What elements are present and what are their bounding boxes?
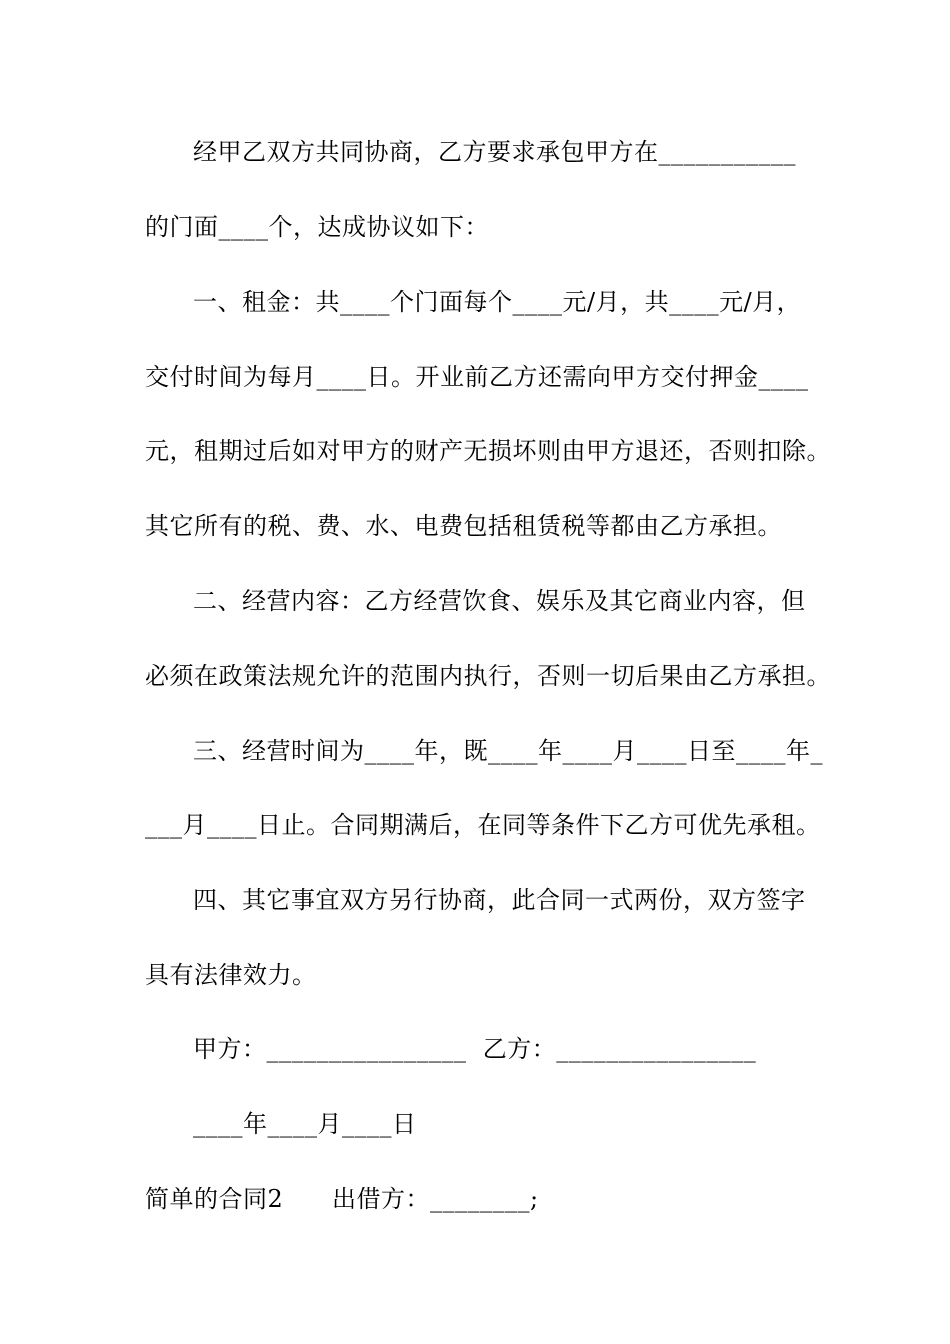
signature-line: 甲方：________________ 乙方：________________ [193, 1035, 757, 1063]
next-contract-heading: 简单的合同2 出借方：________; [145, 1185, 539, 1213]
clause-other-line-2: 具有法律效力。 [145, 961, 317, 989]
clause-business-line-2: 必须在政策法规允许的范围内执行，否则一切后果由乙方承担。 [145, 662, 831, 690]
clause-other-line-1: 四、其它事宜双方另行协商，此合同一式两份，双方签字 [193, 886, 806, 914]
clause-rent-line-2: 交付时间为每月____日。开业前乙方还需向甲方交付押金____ [145, 363, 809, 391]
paragraph-intro-line-2: 的门面____个，达成协议如下： [145, 213, 489, 241]
paragraph-intro-line-1: 经甲乙双方共同协商，乙方要求承包甲方在___________ [193, 138, 796, 166]
clause-rent-line-4: 其它所有的税、费、水、电费包括租赁税等都由乙方承担。 [145, 512, 782, 540]
clause-term-line-1: 三、经营时间为____年，既____年____月____日至____年_ [193, 737, 823, 765]
date-line: ____年____月____日 [193, 1110, 417, 1138]
clause-rent-line-1: 一、租金：共____个门面每个____元/月，共____元/月， [193, 288, 802, 316]
clause-rent-line-3: 元，租期过后如对甲方的财产无损坏则由甲方退还，否则扣除。 [145, 437, 831, 465]
clause-term-line-2: ___月____日止。合同期满后，在同等条件下乙方可优先承租。 [145, 811, 821, 839]
clause-business-line-1: 二、经营内容：乙方经营饮食、娱乐及其它商业内容，但 [193, 587, 806, 615]
